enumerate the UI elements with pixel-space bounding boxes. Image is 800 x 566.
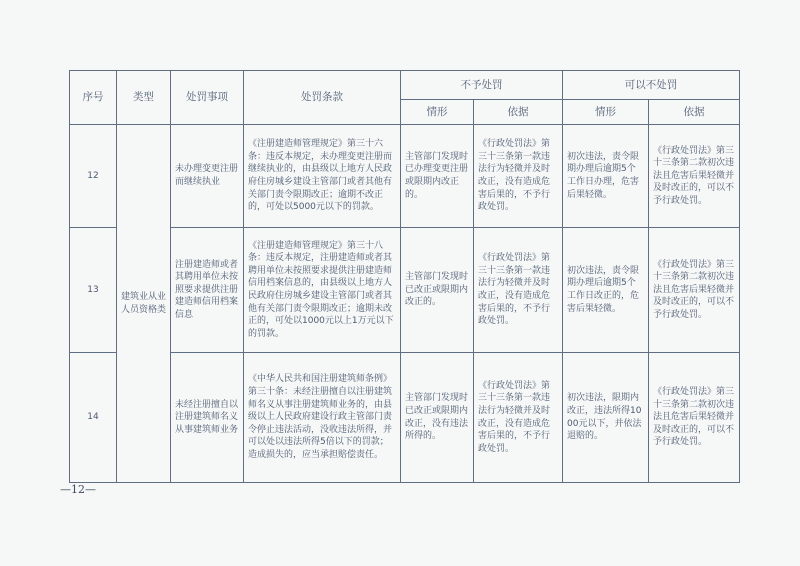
no-penalty-basis: 《行政处罚法》第三十三条第一款违法行为轻微并及时改正，没有造成危害后果的，不予行政处罚。 (474, 125, 563, 228)
no-penalty-situation: 主管部门发现时已办理变更注册或限期内改正的。 (401, 125, 474, 228)
may-not-penalty-situation: 初次违法，责令限期办理后逾期5个工作日办理，危害后果轻微。 (563, 125, 649, 228)
header-index: 序号 (70, 71, 117, 125)
no-penalty-situation: 主管部门发现时已改正或限期内改正的。 (401, 228, 474, 353)
header-no-situation: 情形 (401, 100, 474, 125)
penalty-item: 注册建造师或者其聘用单位未按照要求提供注册建造师信用档案信息 (171, 228, 244, 353)
may-not-penalty-basis: 《行政处罚法》第三十三条第二款初次违法且危害后果轻微并及时改正的，可以不予行政处罚。 (649, 353, 740, 483)
penalty-table (69, 70, 740, 483)
penalty-item: 未经注册擅自以注册建筑师名义从事建筑师业务 (171, 353, 244, 483)
no-penalty-basis: 《行政处罚法》第三十三条第一款违法行为轻微并及时改正，没有造成危害后果的，不予行政处罚。 (474, 353, 563, 483)
header-type: 类型 (117, 71, 171, 125)
penalty-item: 未办理变更注册而继续执业 (171, 125, 244, 228)
may-not-penalty-situation: 初次违法，责令限期办理后逾期5个工作日改正的，危害后果轻微。 (563, 228, 649, 353)
table-row (70, 228, 740, 353)
group-type-cell: 建筑业从业人员资格类 (117, 125, 171, 483)
row-index: 14 (70, 353, 117, 483)
penalty-clause: 《注册建造师管理规定》第三十六条：违反本规定，未办理变更注册而继续执业的，由县级以上地方人民政府住房城乡建设主管部门或者其他有关部门责令限期改正；逾期不改正的，可处以5000元以下的罚款。 (244, 125, 401, 228)
no-penalty-situation: 主管部门发现时已改正或限期内改正，没有违法所得的。 (401, 353, 474, 483)
no-penalty-basis: 《行政处罚法》第三十三条第一款违法行为轻微并及时改正，没有造成危害后果的，不予行政处罚。 (474, 228, 563, 353)
header-item: 处罚事项 (171, 71, 244, 125)
penalty-clause: 《注册建造师管理规定》第三十八条：违反本规定，注册建造师或者其聘用单位未按照要求提供注册建造师信用档案信息的，由县级以上地方人民政府住房城乡建设主管部门或者其他有关部门责令限期改正；逾期未改正的，可处以1000元以上1万元以下的罚款。 (244, 228, 401, 353)
row-index: 13 (70, 228, 117, 353)
may-not-penalty-basis: 《行政处罚法》第三十三条第二款初次违法且危害后果轻微并及时改正的，可以不予行政处罚。 (649, 228, 740, 353)
header-no-penalty: 不予处罚 (401, 71, 563, 100)
penalty-clause: 《中华人民共和国注册建筑师条例》第三十条：未经注册擅自以注册建筑师名义从事注册建筑师业务的，由县级以上人民政府建设行政主管部门责令停止违法活动，没收违法所得，并可以处以违法所得5倍以下的罚款；造成损失的，应当承担赔偿责任。 (244, 353, 401, 483)
header-may-basis: 依据 (649, 100, 740, 125)
header-may-not-penalty: 可以不处罚 (563, 71, 740, 100)
table-row (70, 353, 740, 483)
header-clause: 处罚条款 (244, 71, 401, 125)
may-not-penalty-situation: 初次违法，限期内改正，违法所得1000元以下，并依法退赔的。 (563, 353, 649, 483)
row-index: 12 (70, 125, 117, 228)
header-no-basis: 依据 (474, 100, 563, 125)
may-not-penalty-basis: 《行政处罚法》第三十三条第二款初次违法且危害后果轻微并及时改正的，可以不予行政处罚。 (649, 125, 740, 228)
page-number: —12— (60, 483, 96, 496)
header-may-situation: 情形 (563, 100, 649, 125)
table-row (70, 125, 740, 228)
